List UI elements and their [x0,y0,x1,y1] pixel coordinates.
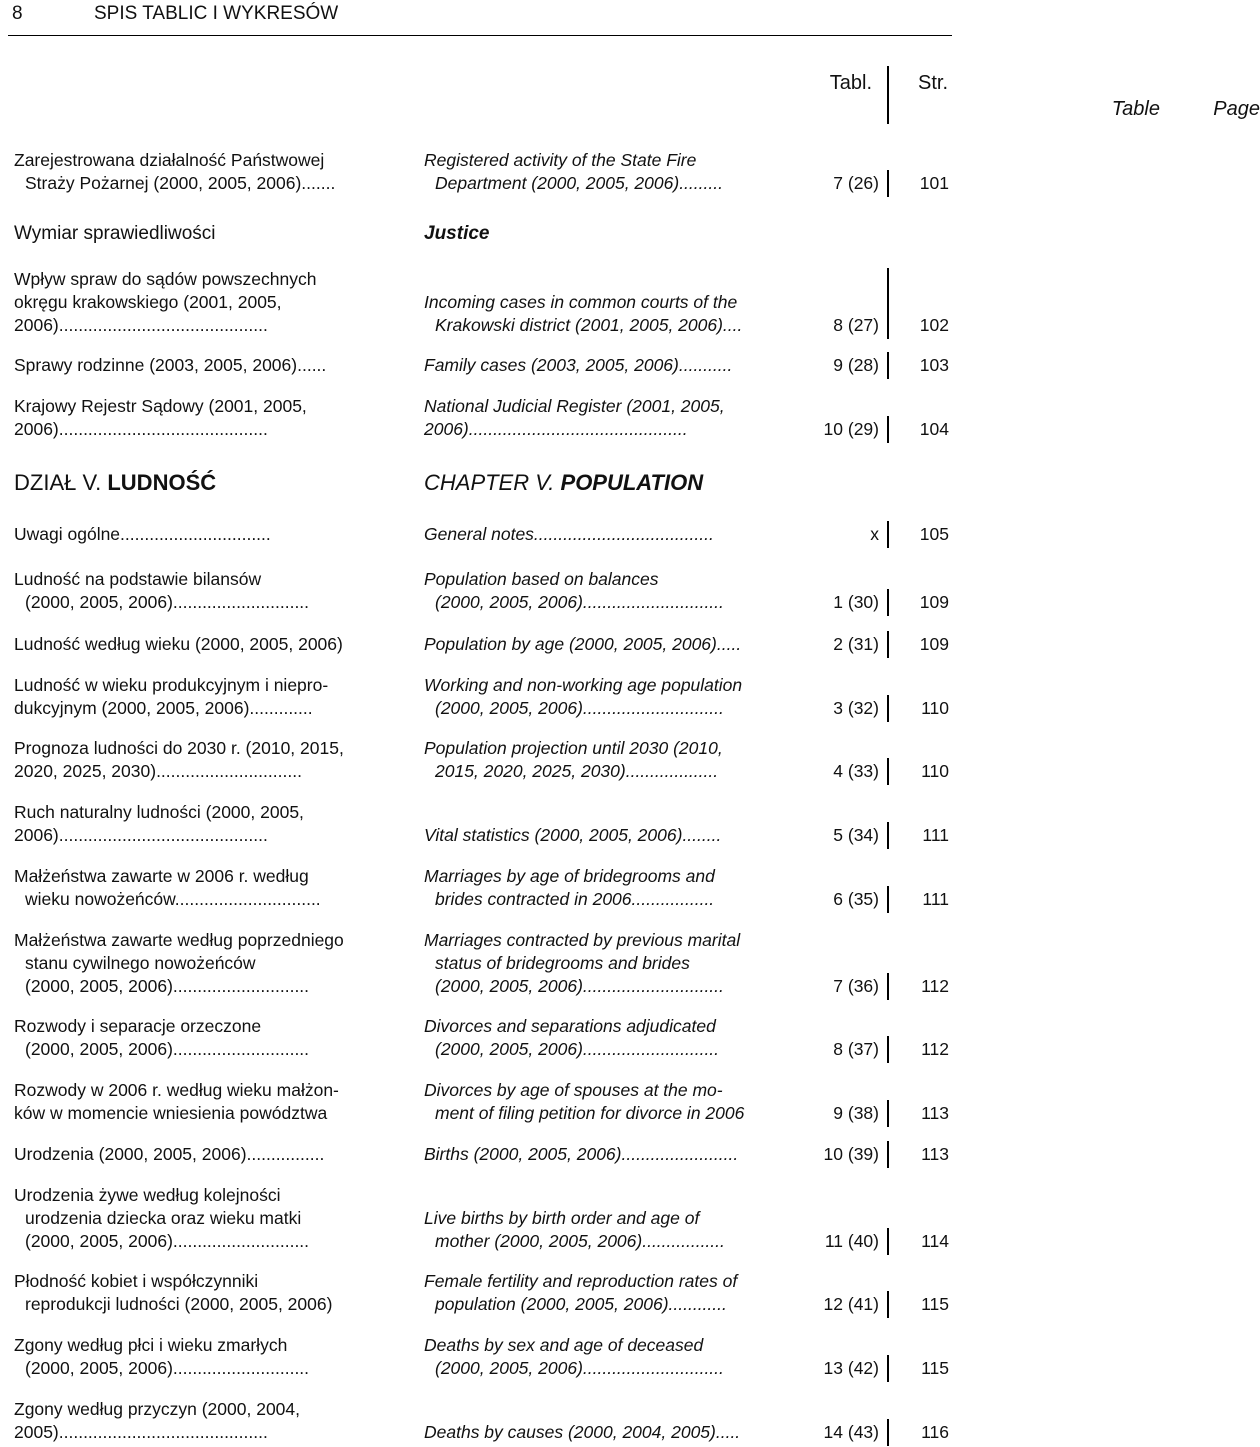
entry-title-en-line: Divorces by age of spouses at the mo- [424,1080,723,1100]
entry-title-en-line: National Judicial Register (2001, 2005, [424,396,725,416]
entry-page-number: 105 [919,524,949,544]
entry-title-en-line: (2000, 2005, 2006)............................. [435,592,724,612]
toc-entry[interactable] [0,1270,960,1316]
entry-title-en [424,1079,794,1125]
entry-table-number: 9 (38) [833,1103,879,1123]
entry-title-pl-line: stanu cywilnego nowożeńców [25,953,256,973]
entry-title-en [424,929,794,998]
toc-entry[interactable] [0,1079,960,1125]
entry-title-pl [14,929,394,998]
entry-title-en [424,354,794,377]
column-header-table-pl: Tabl. [829,72,872,94]
entry-title-en [424,633,794,656]
entry-title-pl-line: wieku nowożeńców.............................. [25,889,321,909]
entry-title-pl-line: 2005)........................................... [14,1422,268,1442]
entry-title-en [424,1334,794,1380]
entry-title-pl [14,1270,394,1316]
entry-title-en [424,291,794,337]
entry-title-pl-line: reprodukcji ludności (2000, 2005, 2006) [25,1294,333,1314]
entry-title-pl-line: Rozwody i separacje orzeczone [14,1016,262,1036]
chapter-title-pl [14,470,394,496]
entry-title-pl-line: 2006)........................................... [14,419,268,439]
entry-title-pl [14,268,394,337]
entry-title-en-line: Marriages contracted by previous marital [424,930,741,950]
entry-page-number: 111 [922,889,949,909]
entry-title-en [424,737,794,783]
toc-entry[interactable] [0,354,960,377]
entry-title-pl-line: Ruch naturalny ludności (2000, 2005, [14,802,304,822]
entry-title-pl [14,737,394,783]
entry-table-number: 7 (26) [833,173,879,193]
entry-title-en [424,1143,794,1166]
entry-title-pl-line: Ludność na podstawie bilansów [14,569,262,589]
entry-title-pl [14,354,394,377]
entry-title-pl-line: okręgu krakowskiego (2001, 2005, [14,292,282,312]
entry-title-en-line: Department (2000, 2005, 2006)......... [435,173,723,193]
entry-title-pl-line: Ludność w wieku produkcyjnym i niepro- [14,675,329,695]
entry-title-pl [14,633,394,656]
chapter-name-pl: LUDNOŚĆ [107,470,217,495]
entry-title-pl-line: Zgony według przyczyn (2000, 2004, [14,1399,300,1419]
entry-title-pl-line: (2000, 2005, 2006)............................ [25,1039,310,1059]
entry-title-en-line: Population projection until 2030 (2010, [424,738,723,758]
entry-title-en-line: (2000, 2005, 2006)............................ [435,1039,720,1059]
entry-table-number: 11 (40) [824,1231,879,1251]
entry-title-pl [14,523,394,546]
entry-table-number: 2 (31) [833,634,879,654]
entry-table-number: 10 (29) [823,419,879,439]
entry-title-pl-line: (2000, 2005, 2006)............................ [25,1358,310,1378]
entry-table-number: 6 (35) [833,889,879,909]
entry-title-pl-line: Prognoza ludności do 2030 r. (2010, 2015, [14,738,344,758]
toc-entry[interactable] [0,1184,960,1253]
entry-title-en-line: Population by age (2000, 2005, 2006)..... [424,634,742,654]
entry-page-number: 104 [919,419,949,439]
toc-entry[interactable] [0,395,960,441]
entry-page-number: 115 [921,1294,949,1314]
entry-table-number: 14 (43) [823,1422,879,1442]
entry-table-number: 1 (30) [833,592,879,612]
entry-title-en [424,523,794,546]
entry-title-en [424,1270,794,1316]
section-title-en: Justice [424,223,490,244]
entry-title-pl-line: Sprawy rodzinne (2003, 2005, 2006)...... [14,355,327,375]
entry-title-en-line: Births (2000, 2005, 2006)........................ [424,1144,739,1164]
entry-title-pl [14,1184,394,1253]
entry-page-number: 112 [921,1039,949,1059]
chapter-prefix-en: CHAPTER V. [424,470,555,495]
page-number: 8 [12,3,23,24]
toc-entry[interactable] [0,737,960,783]
entry-title-en-line: 2006)............................................. [424,419,688,439]
entry-page-number: 114 [921,1231,949,1251]
entry-title-pl [14,1079,394,1125]
entry-title-en [424,568,794,614]
entry-title-en [424,395,794,441]
column-divider [887,66,889,124]
entry-page-number: 116 [921,1422,949,1442]
entry-title-en-line: Registered activity of the State Fire [424,150,697,170]
entry-title-en-line: Deaths by causes (2000, 2004, 2005)..... [424,1422,741,1442]
entry-title-pl-line: Krajowy Rejestr Sądowy (2001, 2005, [14,396,307,416]
entry-table-number: 8 (27) [833,315,879,335]
entry-title-pl-line: Straży Pożarnej (2000, 2005, 2006)....... [25,173,336,193]
entry-table-number: 7 (36) [833,976,879,996]
entry-table-number: 4 (33) [833,761,879,781]
entry-table-number: 13 (42) [823,1358,879,1378]
entry-title-pl-line: Uwagi ogólne............................... [14,524,271,544]
entry-title-en [424,1421,794,1444]
column-header-page-pl: Str. [917,72,948,94]
entry-title-en-line: Family cases (2003, 2005, 2006)........... [424,355,733,375]
entry-title-pl-line: Zarejestrowana działalność Państwowej [14,150,325,170]
entry-title-en-line: Vital statistics (2000, 2005, 2006)........ [424,825,722,845]
entry-title-pl [14,1398,394,1444]
toc-entry[interactable] [0,929,960,998]
entry-table-number: 5 (34) [833,825,879,845]
toc-entry[interactable] [0,1334,960,1380]
entry-title-pl-line: Urodzenia (2000, 2005, 2006)................ [14,1144,325,1164]
entry-page-number: 101 [919,173,949,193]
entry-title-pl-line: 2006)........................................... [14,315,268,335]
toc-entry[interactable] [0,801,960,847]
entry-title-en-line: Krakowski district (2001, 2005, 2006).... [435,315,743,335]
entry-table-number: x [870,524,879,544]
entry-title-en-line: mother (2000, 2005, 2006)................. [435,1231,725,1251]
entry-title-pl [14,674,394,720]
entry-title-pl-line: (2000, 2005, 2006)............................ [25,592,310,612]
entry-title-en-line: General notes..................................... [424,524,714,544]
entry-title-en-line: Female fertility and reproduction rates of [424,1271,738,1291]
entry-title-pl [14,1015,394,1061]
entry-title-pl-line: Małżeństwa zawarte według poprzedniego [14,930,344,950]
entry-table-number: 8 (37) [833,1039,879,1059]
entry-page-number: 115 [921,1358,949,1378]
header-rule [8,35,952,36]
entry-page-number: 110 [921,698,949,718]
entry-title-pl-line: Ludność według wieku (2000, 2005, 2006) [14,634,343,654]
entry-title-en [424,149,794,195]
entry-title-pl-line: Wpływ spraw do sądów powszechnych [14,269,317,289]
toc-entry[interactable] [0,268,960,337]
entry-page-number: 113 [921,1103,949,1123]
toc-entry[interactable] [0,1015,960,1061]
entry-page-number: 103 [919,355,949,375]
entry-title-en-line: Live births by birth order and age of [424,1208,700,1228]
entry-page-number: 110 [921,761,949,781]
entry-title-en-line: status of bridegrooms and brides [435,953,690,973]
entry-title-en-line: 2015, 2020, 2025, 2030)................... [435,761,719,781]
toc-entry[interactable] [0,674,960,720]
entry-title-pl-line: Płodność kobiet i współczynniki [14,1271,259,1291]
toc-entry[interactable] [0,865,960,911]
entry-title-en-line: Incoming cases in common courts of the [424,292,738,312]
toc-entry[interactable] [0,1143,960,1166]
entry-table-number: 3 (32) [833,698,879,718]
entry-title-en [424,1015,794,1061]
column-header-table-en: Table [1111,98,1160,120]
entry-title-en-line: Divorces and separations adjudicated [424,1016,716,1036]
section-title-pl: Wymiar sprawiedliwości [14,223,216,244]
toc-entry[interactable] [0,568,960,614]
entry-title-pl-line: urodzenia dziecka oraz wieku matki [25,1208,302,1228]
page-title: SPIS TABLIC I WYKRESÓW [94,3,339,24]
entry-title-en-line: Deaths by sex and age of deceased [424,1335,704,1355]
chapter-title-en [424,470,794,496]
entry-title-en-line: Marriages by age of bridegrooms and [424,866,715,886]
entry-title-pl [14,568,394,614]
entry-table-number: 12 (41) [823,1294,879,1314]
entry-title-pl [14,395,394,441]
entry-title-en-line: Population based on balances [424,569,659,589]
entry-title-pl [14,1334,394,1380]
entry-table-number: 9 (28) [833,355,879,375]
toc-entry[interactable] [0,523,960,546]
entry-title-en-line: (2000, 2005, 2006)............................. [435,976,724,996]
entry-title-pl [14,1143,394,1166]
entry-title-pl-line: dukcyjnym (2000, 2005, 2006)............. [14,698,313,718]
page-header [0,0,960,38]
entry-title-en [424,674,794,720]
toc-entry[interactable] [0,1398,960,1444]
entry-title-pl-line: (2000, 2005, 2006)............................ [25,976,310,996]
entry-page-number: 112 [921,976,949,996]
entry-title-en-line: (2000, 2005, 2006)............................. [435,698,724,718]
entry-title-pl [14,801,394,847]
entry-title-en-line: (2000, 2005, 2006)............................. [435,1358,724,1378]
entry-title-en-line: brides contracted in 2006................. [435,889,715,909]
entry-title-pl-line: (2000, 2005, 2006)............................ [25,1231,310,1251]
toc-entry[interactable] [0,149,960,195]
entry-title-pl-line: 2006)........................................... [14,825,268,845]
entry-title-en-line: Working and non-working age population [424,675,743,695]
entry-title-pl [14,149,394,195]
entry-page-number: 113 [921,1144,949,1164]
entry-title-pl-line: ków w momencie wniesienia powództwa [14,1103,328,1123]
entry-page-number: 109 [919,634,949,654]
entry-title-en-line: ment of filing petition for divorce in 2006 [435,1103,745,1123]
entry-title-pl-line: Zgony według płci i wieku zmarłych [14,1335,288,1355]
entry-title-en [424,865,794,911]
entry-title-pl [14,865,394,911]
toc-entry[interactable] [0,633,960,656]
column-header-page-en: Page [1213,98,1260,120]
entry-title-en [424,824,794,847]
entry-title-pl-line: 2020, 2025, 2030).............................. [14,761,302,781]
chapter-name-en: POPULATION [560,470,704,495]
entry-title-pl-line: Małżeństwa zawarte w 2006 r. według [14,866,309,886]
chapter-prefix-pl: DZIAŁ V. [14,470,102,495]
entry-page-number: 102 [919,315,949,335]
entry-title-pl-line: Urodzenia żywe według kolejności [14,1185,281,1205]
entry-title-en-line: population (2000, 2005, 2006)............ [435,1294,727,1314]
entry-page-number: 111 [922,825,949,845]
entry-title-pl-line: Rozwody w 2006 r. według wieku małżon- [14,1080,339,1100]
entry-title-en [424,1207,794,1253]
entry-table-number: 10 (39) [823,1144,879,1164]
entry-page-number: 109 [919,592,949,612]
